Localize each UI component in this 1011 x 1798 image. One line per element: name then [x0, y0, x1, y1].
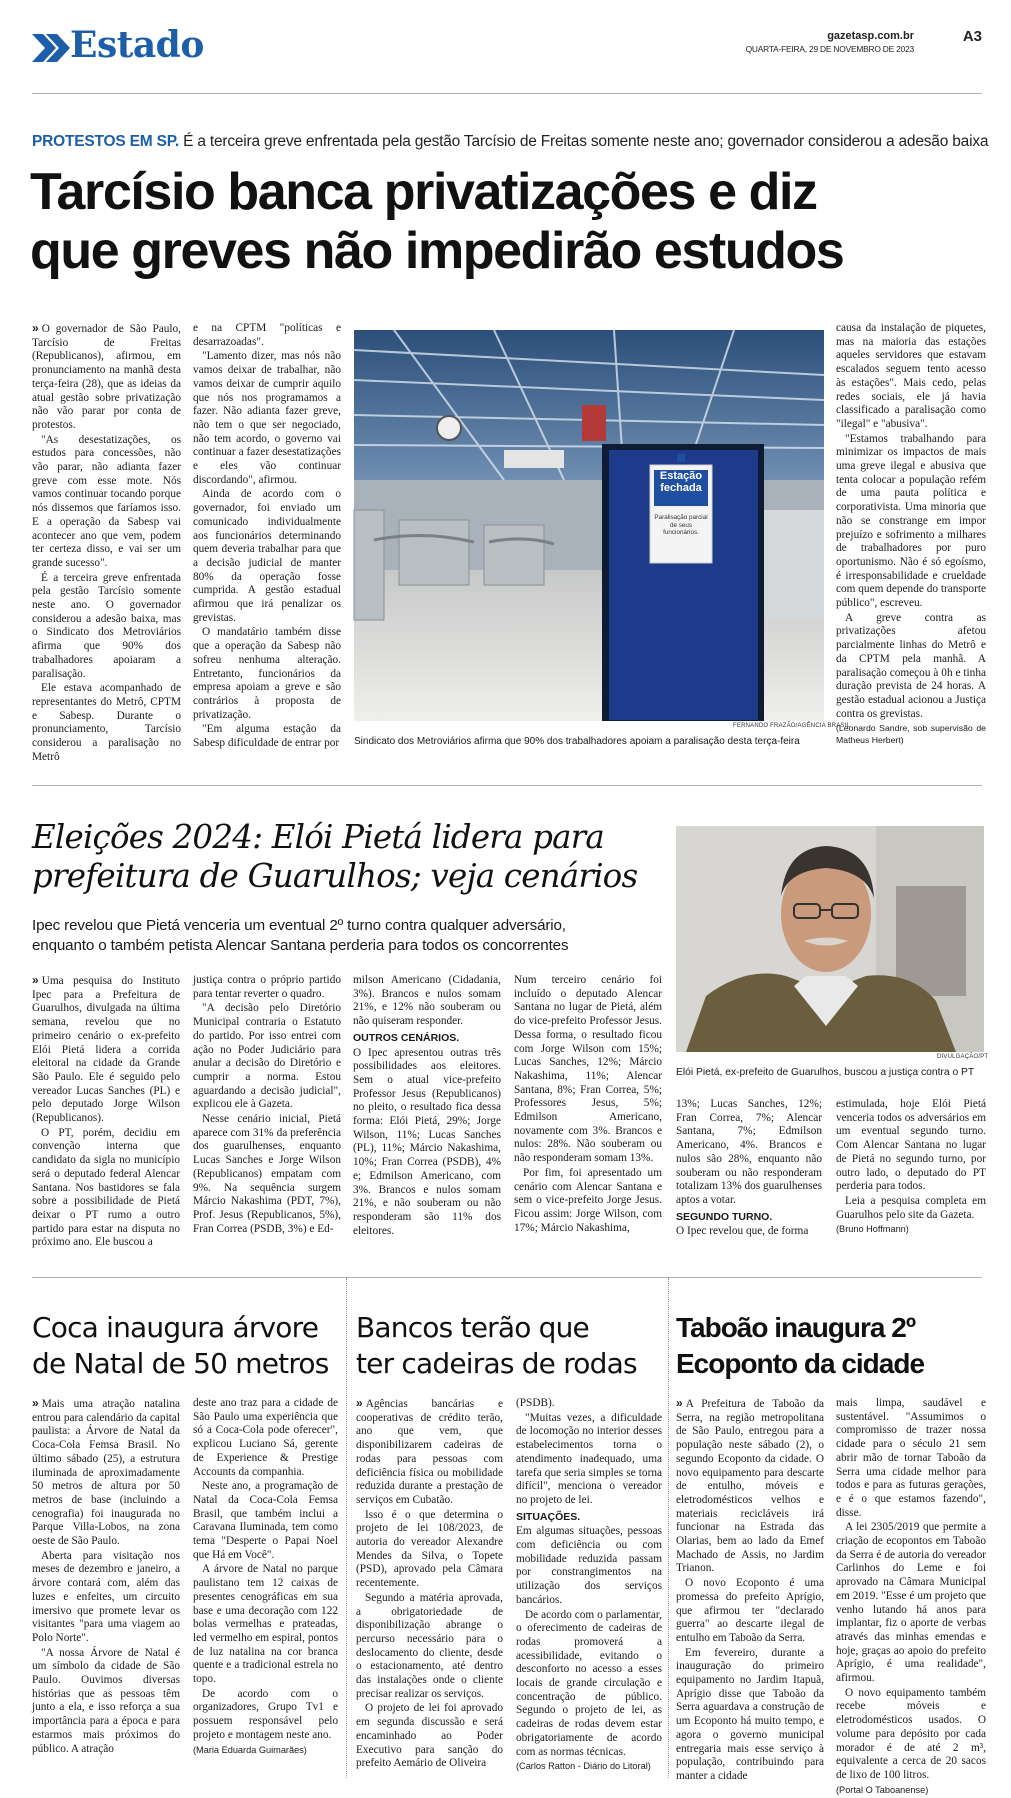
chevron-logo-icon — [32, 32, 72, 64]
portrait-credit: DIVULGAÇÃO/PT — [937, 1054, 989, 1060]
article4-signature: (Carlos Ratton - Diário do Litoral) — [516, 1761, 651, 1772]
article1-para: e na CPTM "políticas e desarrazoadas". — [193, 322, 341, 348]
portrait-photo — [676, 826, 984, 1052]
article1-para: "Lamento dizer, mas nós não vamos deixar de trabalhar, não vamos deixar de cumprir aquilo que nós nos programamos a fazer. Não adianta fazer greve, não tem o que ser negociado, não tem acordo, o governo vai continuar a fazer desestatizações e eles vão continuar discordando", afirmou. — [193, 350, 341, 486]
article2-deck — [32, 916, 682, 956]
article2-para: Uma pesquisa do Instituto Ipec para a Prefeitura de Guarulhos, divulgada na última semana, revelou que no primeiro cenário o ex-prefeito Elói Pietá lidera a corrida eleitoral na cidade da Grande São Paulo. Ele é seguido pelo vereador Lucas Sanches (PL) e pelo deputado Jorge Wilson (Republicanos). — [32, 975, 180, 1125]
article3-para: Mais uma atração natalina entrou para calendário da capital paulista: a Árvore de Natal da Coca-Cola Femsa Brasil. No último sábado (25), a estrutura iluminada de aproximadamente 50 metros de altura por 50 metros de base (incluindo a cenografia) foi inaugurada no Parque Villa-Lobos, na zona oeste de São Paulo. — [32, 1398, 180, 1548]
article4-col1 — [356, 1397, 503, 1772]
article2-para: O Ipec apresentou outras três possibilidades aos eleitores. Sem o atual vice-prefeito Professor Jesus (Republicanos) no pleito, o resultado fica dessa forma: Elói Pietá, 29%; Jorge Wilson, 11%; Lucas Sanches (PL), 11%; Márcio Nakashima, 10%; Fran Correa (PSDB), 4% e; Edmilson Americano, com 3%. Brancos e nulos somam 21%, e não souberam ou não responderam são 11% dos eleitores. — [353, 1046, 501, 1237]
article1-para: "As desestatizações, os estudos para concessões, não vão parar, não adianta fazer greve com esse mote. Nós vamos continuar tocando porque nós dissemos que faríamos isso. E a operação da Sabesp vai acontecer ano que vem, podem ter certeza disso, e vai ser um grande sucesso". — [32, 433, 181, 569]
article2-para: estimulada, hoje Elói Pietá venceria todos os adversários em um eventual segundo turno. Com Alencar Santana no lugar de Pietá no segundo turno, por outro lado, o deputado do PT perderia para todos. — [836, 1098, 986, 1193]
article2-para: O PT, porém, decidiu em convenção interna que candidato da sigla no município será o deputado federal Alencar Santana. Nos bastidores se fala sobre a possibilidade de Pietá deixar o PT rumo a outro partido para estar na disputa no próximo ano. Ele buscou a — [32, 1126, 180, 1249]
article2-headline-line2: prefeitura de Guarulhos; veja cenários — [32, 857, 638, 895]
article2-para: Num terceiro cenário foi incluído o deputado Alencar Santana no lugar de Pietá, além do vice-prefeito Professor Jesus. Dessa forma, o resultado ficou com Jorge Wilson com 15%; Lucas Sanches, 12%; Márcio Nakashima, 11%; Alencar Santana, 8%; Fran Correa, 5%; Professores Jesus, 5%; Edmilson Americano, novamente com 3%. Brancos e nulos: 28%. Não souberam ou não responderam somam 13%. — [514, 974, 662, 1165]
article3-col2 — [193, 1397, 338, 1758]
section-title: Estado — [70, 24, 204, 66]
article3-para: "A nossa Árvore de Natal é um símbolo da cidade de São Paulo. Ouvimos diversas histórias que as pessoas têm junto a ela, e isso reforça a sua importância para a época e para estarmos mais próximos do público. A atração — [32, 1646, 180, 1755]
article2-col1 — [32, 974, 180, 1251]
article1-para: O governador de São Paulo, Tarcísio de Freitas (Republicanos), afirmou, em pronunciamento na manhã desta terça-feira (28), que as ideias da atual gestão sobre privatização não vão parar por conta de protestos. — [32, 323, 181, 431]
article5-para: A Prefeitura de Taboão da Serra, na região metropolitana de São Paulo, entregou para a população neste sábado (2), o segundo Ecoponto da cidade. O novo equipamento para descarte de entulho, móveis e eletrodomésticos velhos e materiais recicláveis irá funcionar na Estrada das Olarias, bem ao lado da Emef Machado de Assis, no Jardim Trianon. — [676, 1398, 824, 1575]
section-divider — [32, 1277, 982, 1278]
article3-para: De acordo com o organizadores, Grupo Tv1 e possuem responsável pelo projeto e montagem neste ano. — [193, 1687, 338, 1741]
article4-para: Em algumas situações, pessoas com deficiência ou com mobilidade reduzida passam por constrangimentos na utilização dos serviços bancários. — [516, 1525, 662, 1606]
article2-col3 — [353, 974, 501, 1239]
article2-deck-line1: Ipec revelou que Pietá venceria um eventual 2º turno contra qualquer adversário, — [32, 917, 566, 934]
article2-col5 — [676, 1098, 822, 1240]
article2-subhead: OUTROS CENÁRIOS. — [353, 1031, 460, 1044]
article4-para: Isso é o que determina o projeto de lei 108/2023, de autoria do vereador Alexandre Mendes da Silva, o Topete (PSD), aprovado pela Câmara recentemente. — [356, 1508, 503, 1590]
article5-col2 — [836, 1397, 986, 1798]
article4-para: O projeto de lei foi aprovado em segunda discussão e será encaminhado ao Poder Executivo para sanção do prefeito Aemário de Oliveira — [356, 1702, 503, 1770]
article5-headline-line1: Taboão inaugura 2º — [676, 1312, 916, 1343]
page-number: A3 — [962, 28, 982, 45]
article2-signature: (Bruno Hoffmann) — [836, 1224, 909, 1235]
sign-title: Estação fechada — [659, 470, 703, 494]
article2-subhead: SEGUNDO TURNO. — [676, 1210, 773, 1223]
sign-text: Paralisação parcial de seus funcionários. — [654, 514, 708, 536]
photo-credit: FERNANDO FRAZÃO/AGÊNCIA BRASIL — [733, 723, 851, 729]
article5-para: O novo equipamento também recebe móveis e eletrodomésticos usados. O volume para depósito por cada morador é de até 2 m³, equivalente a cerca de 20 sacos de lixo de 100 litros. — [836, 1686, 986, 1781]
lead-arrow-icon: » — [32, 973, 39, 987]
article2-deck-line2: enquanto o também petista Alencar Santana perderia para todos os concorrentes — [32, 937, 569, 954]
article4-subhead: SITUAÇÕES. — [516, 1510, 581, 1523]
article5-signature: (Portal O Taboanense) — [836, 1784, 929, 1795]
article2-col6 — [836, 1098, 986, 1238]
metro-station-photo — [354, 330, 824, 721]
article3-para: deste ano traz para a cidade de São Paulo uma experiência que só a Coca-Cola pode oferecer", explicou Luciano Sá, gerente de Experience & Prestige Accounts da companhia. — [193, 1397, 338, 1478]
article2-col4 — [514, 974, 662, 1236]
lead-arrow-icon: » — [32, 1396, 39, 1410]
kicker — [32, 133, 992, 151]
article1-para: causa da instalação de piquetes, mas na maioria das estações aqueles servidores que estavam escalados seguem tento acesso às estações". Mais cedo, pelas redes sociais, ele já havia classificado a paralisação como "ilegal" e "abusiva". — [836, 322, 986, 430]
article2-para: Por fim, foi apresentado um cenário com Alencar Santana e sem o vice-prefeito Jorge Jesus. Ficou assim: Jorge Wilson, com 17%; Márcio Nakashima, — [514, 1166, 662, 1234]
section-header — [32, 24, 982, 72]
article4-para: (PSDB). — [516, 1397, 555, 1409]
article2-para: milson Americano (Cidadania, 3%). Brancos e nulos somam 21%, e 12% não souberam ou não quiseram responder. — [353, 974, 501, 1028]
article3-para: Aberta para visitação nos meses de dezembro e janeiro, a árvore contará com, além das luzes e enfeites, um circuito imersivo que promete levar os visitantes "para uma viagem ao Polo Norte". — [32, 1549, 180, 1644]
article5-para: A lei 2305/2019 que permite a criação de ecopontos em Taboão da Serra é de autoria do vereador Carlinhos do Leme e foi aprovado na Câmara Municipal em 2019. "Esse é um projeto que venho lutando há anos para implantar, fiz o aporte de verbas através das minhas emendas e hoje, graças ao apoio do prefeito Aprígio, é uma realidade", afirmou. — [836, 1521, 986, 1685]
article2-col2 — [193, 974, 341, 1237]
article2-para: O Ipec revelou que, de forma — [676, 1225, 809, 1238]
article4-para: De acordo com o parlamentar, o oferecimento de cadeiras de rodas promoverá a acessibilidade, evitando o desconforto no acesso a esses locais de grande circulação e concentração de público. Segundo o projeto de lei, as cadeiras de rodas devem estar obrigatoriamente de acordo com as normas técnicas. — [516, 1608, 662, 1758]
article3-para: A árvore de Natal no parque paulistano tem 12 caixas de presentes cenográficas em sua base e uma decoração com 122 bolas vermelhas e prateadas, led vermelho em espiral, pontos de luz natalina na cor branca quente e a tradicional estrela no topo. — [193, 1563, 338, 1686]
article4-headline — [356, 1310, 666, 1382]
article2-para: 13%; Lucas Sanches, 12%; Fran Correa, 7%; Alencar Santana, 7%; Edmilson Americano, 4%. Brancos e nulos são 28%, enquanto não souberam ou não responderam totalizam 13% dos guarulhenses aptos a votar. — [676, 1098, 822, 1206]
article2-para: Nesse cenário inicial, Pietá aparece com 31% da preferência dos guarulhenses, enquanto Lucas Sanches e Jorge Wilson (Republicanos) empatam com 9%. Na sequência surgem Márcio Nakashima (PDT, 7%), Prof. Jesus (Republicanos, 5%), Fran Correa (PSDB, 3%) e Ed- — [193, 1113, 341, 1235]
lead-arrow-icon: » — [32, 321, 39, 335]
article1-signature: (Leonardo Sandre, sob supervisão de Matheus Herbert) — [836, 723, 986, 746]
section-divider — [32, 785, 982, 786]
article1-para: A greve contra as privatizações afetou parcialmente linhas do Metrô e da CPTM pela manhã. A paralisação começou à 0h e tinha duração prevista de 24 horas. A gestão estadual acionou a Justiça contra os grevistas. — [836, 611, 986, 720]
metro-station-illustration — [354, 330, 824, 721]
article4-para: Agências bancárias e cooperativas de crédito terão, ano que vem, que disponibilizarem cadeiras de rodas para pessoas com deficiência física ou mobilidade reduzida durante a prestação de serviços em Cubatão. — [356, 1398, 503, 1506]
article1-col2 — [193, 322, 341, 752]
article4-headline-line1: Bancos terão que — [356, 1311, 589, 1344]
article2-para: "A decisão pelo Diretório Municipal contraria o Estatuto do partido. Por isso entrei com ação no Poder Judiciário para anular a decisão do Diretório e cumprir a norma. Estou aguardando a decisão judicial", explicou ele à Gazeta. — [193, 1002, 341, 1111]
lead-arrow-icon: » — [356, 1396, 363, 1410]
header-divider — [32, 93, 982, 94]
article5-para: mais limpa, saudável e sustentável. "Assumimos o compromisso de trazer nossa cidade para o século 21 sem abrir mão de tornar Taboão da Serra uma cidade melhor para todos e para as futuras gerações, e é o que estamos fazendo", disse. — [836, 1397, 986, 1519]
article1-col1 — [32, 322, 181, 766]
article5-headline — [676, 1310, 986, 1382]
article5-para: O novo Ecoponto é uma promessa do prefeito Aprígio, que afirmou ter "declarado guerra" ao descarte ilegal de entulho em Taboão da Serra. — [676, 1577, 824, 1644]
kicker-label: PROTESTOS EM SP. — [32, 133, 179, 150]
article4-para: "Muitas vezes, a dificuldade de locomoção no interior desses estabelecimentos torna o atendimento inadequado, uma tarefa que seria simples se torna difícil", menciona o vereador no projeto de lei. — [516, 1411, 662, 1506]
article1-para: "Estamos trabalhando para minimizar os impactos de mais uma greve ilegal e abusiva que tenta colocar a população refém de uma pauta política e corporativista. Uma minoria que não se constrange em impor prejuízo e sofrimento a milhares de trabalhadores por puro oportunismo. Não é só egoísmo, é irresponsabilidade e crueldade com quem depende do transporte público", escreveu. — [836, 432, 986, 610]
lead-arrow-icon: » — [676, 1396, 683, 1410]
photo-caption: Sindicato dos Metroviários afirma que 90% dos trabalhadores apoiam a paralisação desta terça-feira — [354, 736, 800, 747]
publish-date: QUARTA-FEIRA, 29 DE NOVEMBRO DE 2023 — [745, 44, 914, 54]
headline-main — [30, 163, 990, 281]
kicker-text: É a terceira greve enfrentada pela gestão Tarcísio de Freitas somente neste ano; governador considerou a adesão baixa — [183, 133, 989, 150]
article3-headline-line2: de Natal de 50 metros — [32, 1347, 329, 1380]
portrait-caption: Elói Pietá, ex-prefeito de Guarulhos, buscou a justiça contra o PT — [676, 1067, 975, 1078]
article1-para: Ele estava acompanhado de representantes do Metrô, CPTM e Sabesp. Durante o pronunciamento, Tarcísio considerou a paralisação no Metrô — [32, 682, 181, 763]
article3-headline-line1: Coca inaugura árvore — [32, 1311, 319, 1344]
article3-col1 — [32, 1397, 180, 1757]
article2-headline-line1: Eleições 2024: Elói Pietá lidera para — [32, 818, 604, 856]
article2-headline — [32, 818, 682, 896]
headline-main-line1: Tarcísio banca privatizações e diz — [30, 163, 817, 221]
article1-para: O mandatário também disse que a operação da Sabesp não sofreu nenhuma alteração. Entretanto, funcionários da empresa apoiam a greve e são contrários à proposta de privatização. — [193, 626, 341, 721]
column-divider — [668, 1278, 669, 1778]
article4-headline-line2: ter cadeiras de rodas — [356, 1347, 637, 1380]
article1-para: Ainda de acordo com o governador, foi enviado um comunicado individualmente aos funcionários determinando quem deveria trabalhar para que a decisão judicial de manter 80% da operação fosse cumprida. A gestão estadual afirmou que irá penalizar os grevistas. — [193, 488, 341, 624]
article2-para: justiça contra o próprio partido para tentar reverter o quadro. — [193, 974, 341, 1000]
article3-signature: (Maria Eduarda Guimarães) — [193, 1744, 307, 1755]
article4-col2 — [516, 1397, 662, 1775]
article1-col3 — [836, 322, 986, 747]
article2-para: Leia a pesquisa completa em Guarulhos pelo site da Gazeta. — [836, 1194, 986, 1221]
portrait-illustration — [676, 826, 984, 1052]
article5-para: Em fevereiro, durante a inauguração do primeiro equipamento no Jardim Itapuã, Aprígio disse que Taboão da Serra aguardava a construção de um Ecoponto há muito tempo, e agora o governo municipal entregaria mais esse serviço à população, contribuindo para manter a cidade — [676, 1646, 824, 1782]
article1-para: É a terceira greve enfrentada pela gestão Tarcísio somente neste ano. O governador considerou a adesão baixa, mas o Sindicato dos Metroviários afirma que 90% dos trabalhadores apoiaram a paralisação. — [32, 571, 181, 680]
article3-para: Neste ano, a programação de Natal da Coca-Cola Femsa Brasil, que também inclui a Caravana Iluminada, tem como tema "Desperte o Papai Noel que Há em Você". — [193, 1480, 338, 1561]
article5-headline-line2: Ecoponto da cidade — [676, 1348, 925, 1379]
site-url: gazetasp.com.br — [827, 30, 914, 42]
headline-main-line2: que greves não impedirão estudos — [30, 222, 844, 280]
article1-para: "Em alguma estação da Sabesp dificuldade de entrar por — [193, 723, 341, 750]
article5-col1 — [676, 1397, 824, 1785]
article4-para: Segundo a matéria aprovada, a obrigatoriedade de disponibilização abrange o percurso necessário para o deslocamento do cliente, desde o estacionamento, até dentro das instalações onde o cliente precisar realizar os serviços. — [356, 1591, 503, 1700]
article3-headline — [32, 1310, 347, 1382]
